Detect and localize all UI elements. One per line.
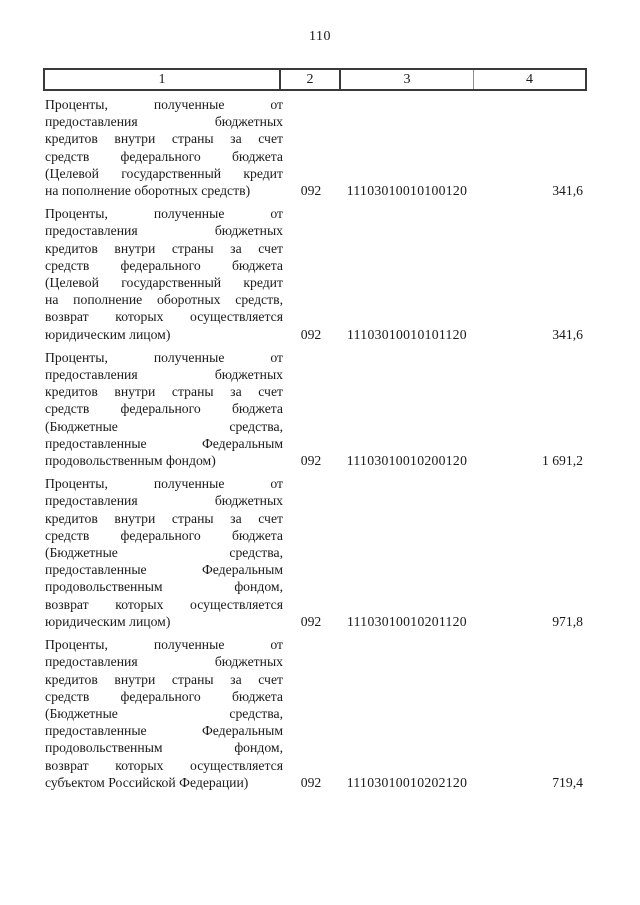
description-line: Проценты, полученные от xyxy=(45,476,283,492)
description-line: средств федерального бюджета xyxy=(45,527,283,543)
table-row xyxy=(43,96,587,199)
description-line: (Бюджетные средства, xyxy=(45,418,283,434)
column-header-4: 4 xyxy=(473,70,585,89)
description-line: возврат которых осуществляется xyxy=(45,596,283,612)
budget-code-cell: 11103010010200120 xyxy=(346,453,468,469)
description-line: продовольственным фондом, xyxy=(45,579,283,595)
description-line: предоставления бюджетных xyxy=(45,654,283,670)
description-line: предоставленные Федеральным xyxy=(45,435,283,451)
description-cell xyxy=(43,636,283,791)
description-cell xyxy=(43,205,283,343)
description-line: на пополнение оборотных средств, xyxy=(45,292,283,308)
description-line: (Целевой государственный кредит xyxy=(45,275,283,291)
description-line: средств федерального бюджета xyxy=(45,688,283,704)
description-line: кредитов внутри страны за счет xyxy=(45,671,283,687)
amount-cell: 341,6 xyxy=(552,326,583,342)
description-line: субъектом Российской Федерации) xyxy=(45,774,249,790)
table-header-row xyxy=(43,68,587,91)
page-number: 110 xyxy=(309,29,331,44)
admin-code-cell: 092 xyxy=(300,613,322,629)
description-line: предоставления бюджетных xyxy=(45,223,283,239)
table-row xyxy=(43,636,587,791)
description-line: Проценты, полученные от xyxy=(45,206,283,222)
description-line: кредитов внутри страны за счет xyxy=(45,510,283,526)
table-row xyxy=(43,475,587,630)
admin-code-cell: 092 xyxy=(300,774,322,790)
description-line: (Бюджетные средства, xyxy=(45,545,283,561)
description-line: Проценты, полученные от xyxy=(45,349,283,365)
table-body xyxy=(43,91,587,791)
table-row xyxy=(43,349,587,469)
description-line: продовольственным фондом, xyxy=(45,740,283,756)
description-line: предоставления бюджетных xyxy=(45,367,283,383)
description-line: средств федерального бюджета xyxy=(45,257,283,273)
description-line: на пополнение оборотных средств) xyxy=(45,183,251,199)
description-cell xyxy=(43,475,283,630)
budget-code-cell: 11103010010202120 xyxy=(346,774,468,790)
description-line: кредитов внутри страны за счет xyxy=(45,384,283,400)
description-line: продовольственным фондом) xyxy=(45,453,216,469)
budget-revenue-table xyxy=(43,68,587,791)
description-line: юридическим лицом) xyxy=(45,326,171,342)
description-line: предоставленные Федеральным xyxy=(45,723,283,739)
description-line: юридическим лицом) xyxy=(45,613,171,629)
description-line: предоставления бюджетных xyxy=(45,493,283,509)
description-line: средств федерального бюджета xyxy=(45,401,283,417)
description-line: возврат которых осуществляется xyxy=(45,309,283,325)
description-line: кредитов внутри страны за счет xyxy=(45,131,283,147)
column-header-3: 3 xyxy=(339,70,473,89)
column-header-1: 1 xyxy=(158,71,166,87)
description-line: предоставленные Федеральным xyxy=(45,562,283,578)
description-cell xyxy=(43,349,283,469)
description-line: Проценты, полученные от xyxy=(45,97,283,112)
description-line: средств федерального бюджета xyxy=(45,148,283,164)
description-line: возврат которых осуществляется xyxy=(45,757,283,773)
description-line: кредитов внутри страны за счет xyxy=(45,240,283,256)
amount-cell: 1 691,2 xyxy=(541,453,583,469)
admin-code-cell: 092 xyxy=(300,326,322,342)
amount-cell: 971,8 xyxy=(552,613,583,629)
table-row xyxy=(43,205,587,343)
amount-cell: 341,6 xyxy=(552,183,583,199)
admin-code-cell: 092 xyxy=(300,453,322,469)
admin-code-cell: 092 xyxy=(300,183,322,199)
description-cell xyxy=(43,96,283,199)
column-header-2: 2 xyxy=(279,70,339,89)
description-line: Проценты, полученные от xyxy=(45,637,283,653)
description-line: (Целевой государственный кредит xyxy=(45,165,283,181)
budget-code-cell: 11103010010100120 xyxy=(346,183,468,199)
description-line: (Бюджетные средства, xyxy=(45,705,283,721)
budget-code-cell: 11103010010201120 xyxy=(347,613,467,629)
amount-cell: 719,4 xyxy=(552,774,583,790)
description-line: предоставления бюджетных xyxy=(45,114,283,130)
budget-code-cell: 11103010010101120 xyxy=(347,326,467,342)
